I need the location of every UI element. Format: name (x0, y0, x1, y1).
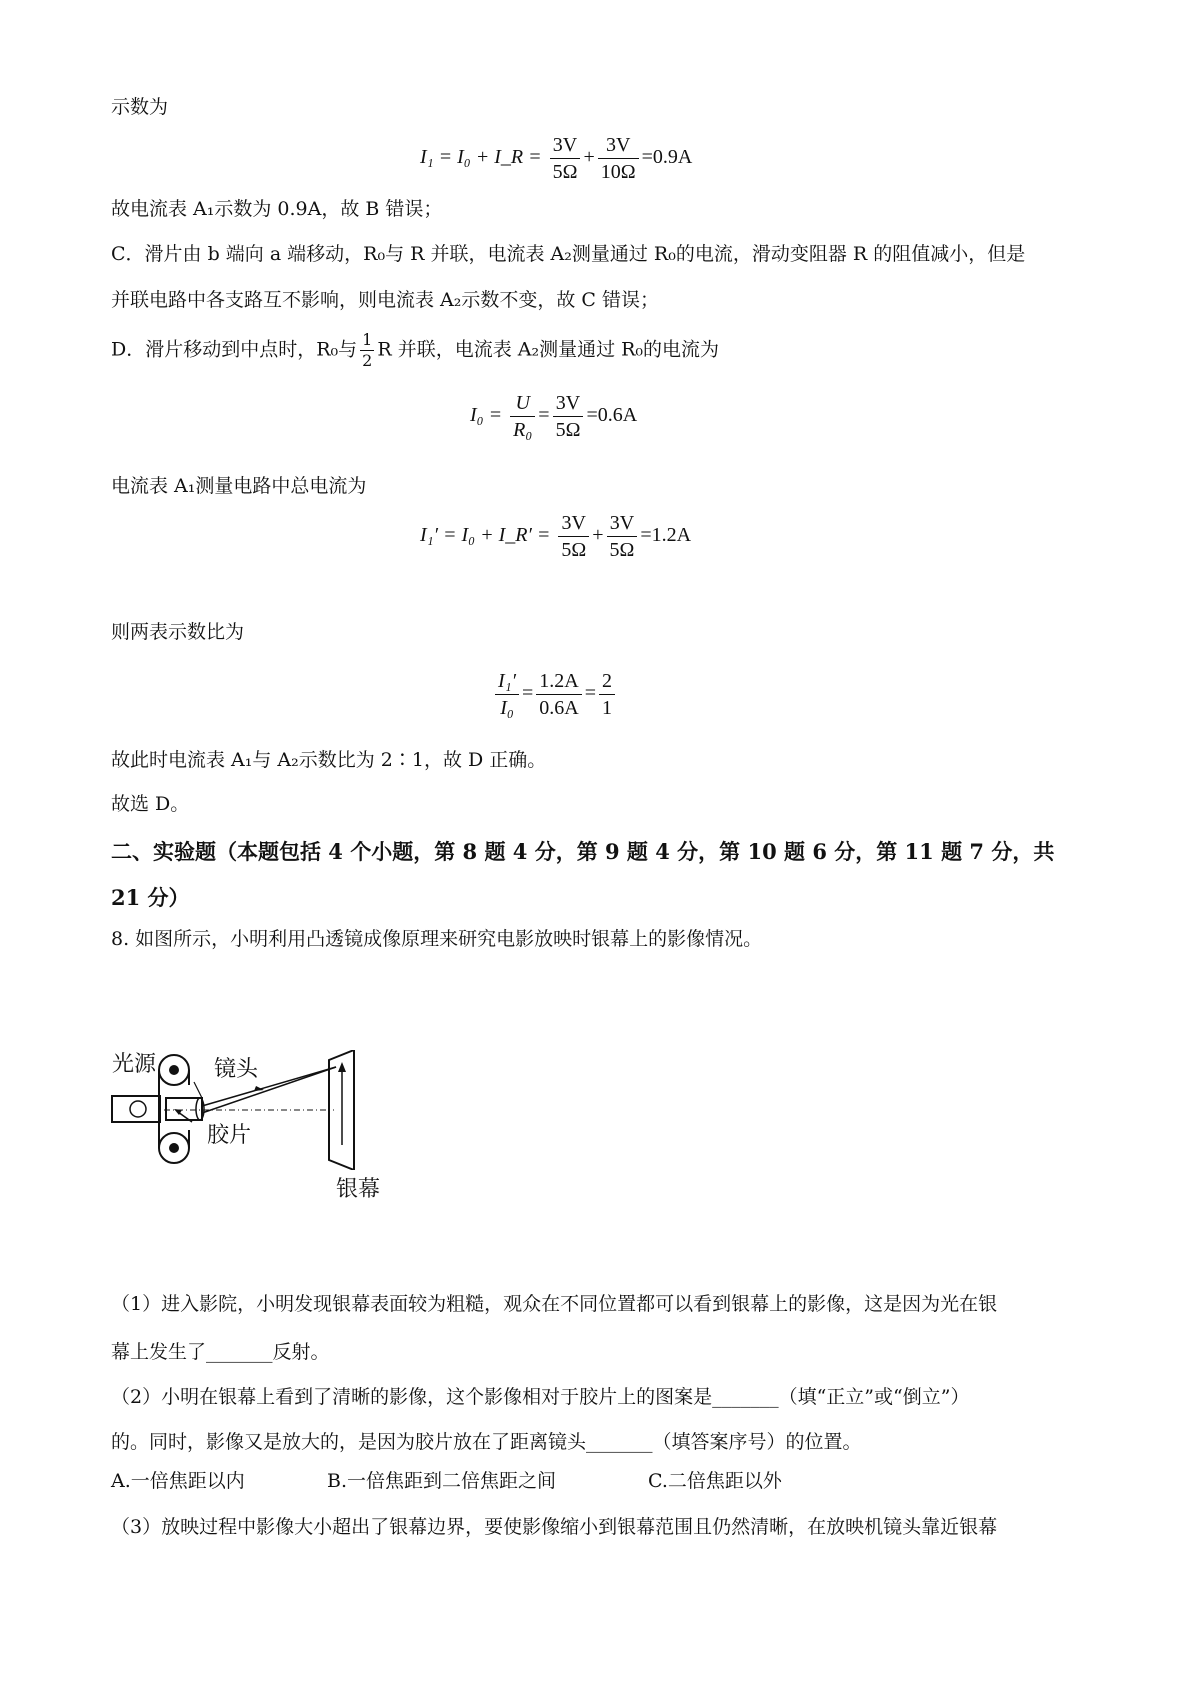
text-line: 电流表 A₁测量电路中总电流为 (111, 475, 367, 497)
fraction: $\frac{U}{\text{R₀}}$ (510, 390, 535, 443)
text-line: 示数为 (111, 96, 169, 118)
equation-r0-current: I₀ = $\frac{U}{\text{R₀}}$ = $\frac{3V}{5\Omega}$ =0.6A (470, 392, 638, 441)
text-line: C．滑片由 b 端向 a 端移动，R₀与 R 并联，电流表 A₂测量通过 R₀的电流，滑动变阻器 R 的阻值减小，但是 (111, 243, 1026, 265)
label-light-source: 光源 (112, 1052, 157, 1077)
label-film: 胶片 (207, 1123, 252, 1148)
question-8-1: （1）进入影院，小明发现银幕表面较为粗糙，观众在不同位置都可以看到银幕上的影像，这是因为光在银 (111, 1293, 998, 1315)
fraction: $\frac{3V}{5\Omega}$ (558, 510, 589, 563)
question-8-3: （3）放映过程中影像大小超出了银幕边界，要使影像缩小到银幕范围且仍然清晰，在放映机镜头靠近银幕 (111, 1516, 998, 1538)
text-line: 则两表示数比为 (111, 621, 245, 643)
equation-total-current-midpoint: I₁′ = I₀ + I_R′ = $\frac{3V}{5\Omega}$ + $\frac{3V}{5\Omega}$ =1.2A (420, 512, 692, 561)
section-heading: 二、实验题（本题包括 4 个小题，第 8 题 4 分，第 9 题 4 分，第 10 题 6 分，第 11 题 7 分，共 (111, 839, 1055, 864)
fraction: $\frac{3V}{5\Omega}$ (553, 390, 584, 443)
text-line: 故选 D。 (111, 793, 190, 815)
text-line: 故电流表 A₁示数为 0.9A，故 B 错误； (111, 198, 443, 220)
equation-ratio: $\frac{\text{I₁′}}{\text{I₀}}$ = $\frac{1.2A}{0.6A}$ = $\frac{2}{1}$ (492, 668, 618, 721)
text-line: 并联电路中各支路互不影响，则电流表 A₂示数不变，故 C 错误； (111, 289, 659, 311)
text-line-option-d: D．滑片移动到中点时，R₀与 $\frac{1}{2}$ R 并联，电流表 A₂测量通过 R₀的电流为 (111, 330, 720, 370)
label-lens: 镜头 (214, 1057, 259, 1082)
question-8: 8. 如图所示，小明利用凸透镜成像原理来研究电影放映时银幕上的影像情况。 (111, 928, 763, 950)
section-heading-cont: 21 分） (111, 885, 190, 910)
fraction: $\frac{\text{I₁′}}{\text{I₀}}$ (495, 668, 519, 721)
option-a: A.一倍焦距以内 (111, 1470, 245, 1492)
bulb-icon (130, 1101, 146, 1117)
equation-total-current: I₁ = I₀ + I_R = $\frac{3V}{5\Omega}$ + $\frac{3V}{10\Omega}$ =0.9A (420, 134, 693, 183)
option-b: B.一倍焦距到二倍焦距之间 (327, 1470, 557, 1492)
question-8-2: （2）小明在银幕上看到了清晰的影像，这个影像相对于胶片上的图案是_______（填“正立”或“倒立”） (111, 1386, 970, 1408)
fraction: $\frac{3V}{5\Omega}$ (607, 510, 638, 563)
question-8-1-cont: 幕上发生了_______反射。 (111, 1341, 330, 1363)
fraction-half: $\frac{1}{2}$ (362, 330, 373, 370)
eq-lhs: I₁ = I₀ + I_R = (420, 146, 542, 169)
option-c: C.二倍焦距以外 (648, 1470, 782, 1492)
question-8-2-cont: 的。同时，影像又是放大的，是因为胶片放在了距离镜头_______（填答案序号）的位置。 (111, 1431, 862, 1453)
fraction: $\frac{3V}{10\Omega}$ (598, 132, 639, 185)
fraction: $\frac{3V}{5\Omega}$ (550, 132, 581, 185)
fraction: $\frac{2}{1}$ (599, 668, 615, 721)
text-line: 故此时电流表 A₁与 A₂示数比为 2∶1，故 D 正确。 (111, 749, 547, 771)
light-source-box (112, 1096, 160, 1122)
fraction: $\frac{1.2A}{0.6A}$ (536, 668, 581, 721)
label-screen: 银幕 (336, 1177, 381, 1202)
